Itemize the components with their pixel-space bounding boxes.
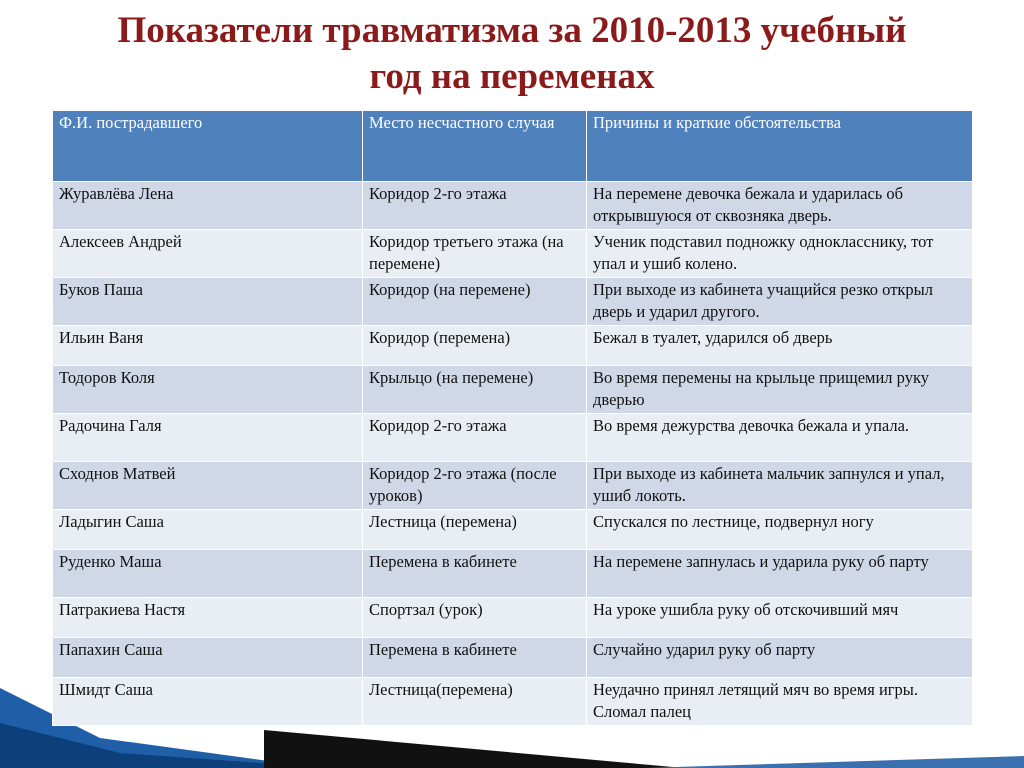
cell-cause: Во время перемены на крыльце прищемил руку дверью: [587, 366, 973, 414]
cell-place: Перемена в кабинете: [363, 550, 587, 598]
table-row: [53, 550, 973, 598]
cell-cause: Бежал в туалет, ударился об дверь: [587, 326, 973, 366]
cell-name: Папахин Саша: [53, 638, 363, 678]
table-row: [53, 638, 973, 678]
cell-cause: На уроке ушибла руку об отскочивший мяч: [587, 598, 973, 638]
cell-place: Спортзал (урок): [363, 598, 587, 638]
table-row: [53, 182, 973, 230]
cell-name: Буков Паша: [53, 278, 363, 326]
cell-cause: На перемене девочка бежала и ударилась об открывшуюся от сквозняка дверь.: [587, 182, 973, 230]
injury-table: [52, 110, 973, 726]
cell-cause: При выходе из кабинета мальчик запнулся и упал, ушиб локоть.: [587, 462, 973, 510]
header-place: Место несчастного случая: [363, 111, 587, 182]
cell-place: Коридор третьего этажа (на перемене): [363, 230, 587, 278]
cell-name: Журавлёва Лена: [53, 182, 363, 230]
cell-place: Коридор (на перемене): [363, 278, 587, 326]
table-row: [53, 278, 973, 326]
table-row: [53, 598, 973, 638]
cell-place: Перемена в кабинете: [363, 638, 587, 678]
cell-cause: Во время дежурства девочка бежала и упала.: [587, 414, 973, 462]
table-row: [53, 230, 973, 278]
cell-cause: На перемене запнулась и ударила руку об парту: [587, 550, 973, 598]
cell-cause: При выходе из кабинета учащийся резко открыл дверь и ударил другого.: [587, 278, 973, 326]
cell-cause: Случайно ударил руку об парту: [587, 638, 973, 678]
cell-name: Ладыгин Саша: [53, 510, 363, 550]
cell-name: Ильин Ваня: [53, 326, 363, 366]
table-row: [53, 326, 973, 366]
cell-place: Лестница(перемена): [363, 678, 587, 726]
table-row: [53, 462, 973, 510]
header-name: Ф.И. пострадавшего: [53, 111, 363, 182]
title-line-1: Показатели травматизма за 2010-2013 учебный: [117, 10, 907, 51]
cell-name: Тодоров Коля: [53, 366, 363, 414]
title-line-2: год на переменах: [369, 56, 655, 97]
cell-name: Сходнов Матвей: [53, 462, 363, 510]
cell-name: Шмидт Саша: [53, 678, 363, 726]
cell-cause: Ученик подставил подножку однокласснику, тот упал и ушиб колено.: [587, 230, 973, 278]
cell-place: Коридор 2-го этажа (после уроков): [363, 462, 587, 510]
cell-place: Лестница (перемена): [363, 510, 587, 550]
cell-name: Алексеев Андрей: [53, 230, 363, 278]
table-body: [53, 182, 973, 726]
header-cause: Причины и краткие обстоятельства: [587, 111, 973, 182]
decorative-wave-bottom: [264, 728, 1024, 768]
table-row: [53, 678, 973, 726]
cell-place: Коридор (перемена): [363, 326, 587, 366]
cell-name: Радочина Галя: [53, 414, 363, 462]
table-header-row: [53, 111, 973, 182]
table-row: [53, 414, 973, 462]
cell-place: Коридор 2-го этажа: [363, 182, 587, 230]
cell-name: Патракиева Настя: [53, 598, 363, 638]
cell-cause: Неудачно принял летящий мяч во время игры. Сломал палец: [587, 678, 973, 726]
cell-place: Коридор 2-го этажа: [363, 414, 587, 462]
table-row: [53, 366, 973, 414]
cell-name: Руденко Маша: [53, 550, 363, 598]
page-title: [0, 8, 1024, 100]
cell-place: Крыльцо (на перемене): [363, 366, 587, 414]
cell-cause: Спускался по лестнице, подвернул ногу: [587, 510, 973, 550]
table-row: [53, 510, 973, 550]
